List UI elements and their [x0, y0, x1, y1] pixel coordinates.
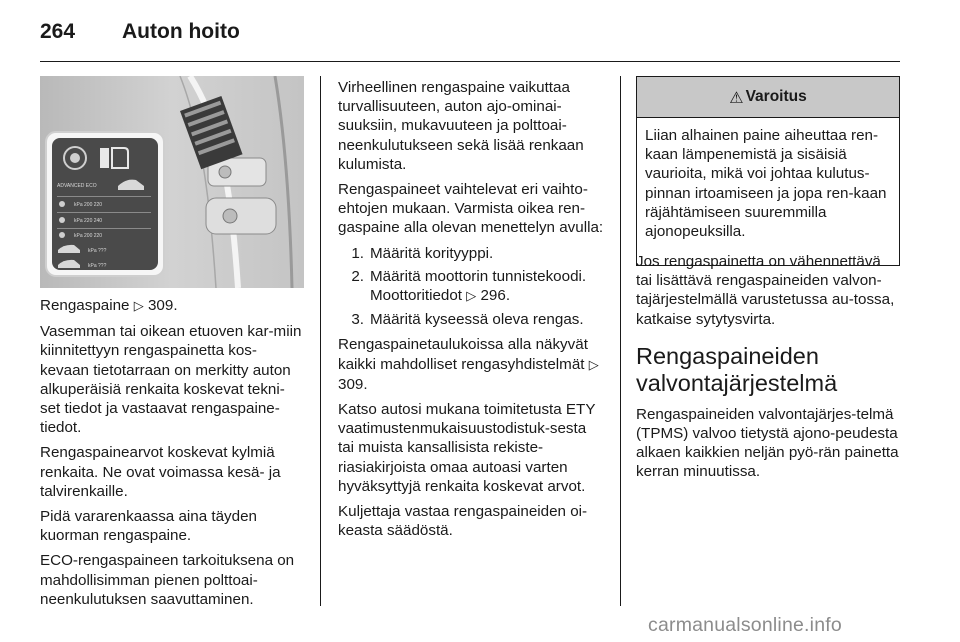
list-item: 1. Määritä korityyppi. [351, 244, 494, 262]
warning-box [636, 76, 900, 266]
page-ref-link[interactable]: 296. [480, 287, 511, 305]
column-divider-2 [620, 76, 621, 606]
triangle-right-icon: ▷ [133, 299, 144, 314]
paragraph: Virheellinen rengaspaine vaikuttaa turvallisuuteen, auton ajo-ominai-suuksiin, mukavuuteen ja polttoai-neenkulutukseen sekä lisää renkaan kulumista. [338, 79, 584, 173]
watermark: carmanualsonline.info [648, 614, 842, 636]
list-item: 2. Määritä moottorin tunnistekoodi. Moottoritiedot ▷ 296. [351, 267, 587, 305]
column-1 [40, 296, 304, 615]
page-number: 264 [40, 20, 76, 43]
label-eco-text: ADVANCED ECO [57, 183, 97, 189]
label-row-5: kPa ??? [88, 263, 107, 269]
tire-pressure-label-figure [40, 76, 304, 288]
paragraph: Rengaspaineet vaihtelevat eri vaihto-ehtojen mukaan. Varmista oikea ren-gaspaine alla olevan menettelyn avulla: [338, 181, 604, 237]
label-row-1: kPa 200 220 [74, 202, 103, 208]
label-row-4: kPa ??? [88, 248, 107, 254]
warning-triangle-icon: ⚠ [729, 87, 744, 107]
header-rule [40, 61, 900, 62]
triangle-right-icon: ▷ [466, 289, 477, 305]
warning-header [637, 77, 899, 118]
triangle-right-icon: ▷ [588, 357, 599, 373]
page-ref-link[interactable]: 309. [147, 297, 178, 314]
column-3 [636, 252, 901, 488]
paragraph: Rengaspainetaulukoissa alla näkyvät kaikki mahdolliset rengasyhdistelmät ▷ 309. [338, 336, 599, 393]
section-heading: Rengaspaineiden valvontajärjestelmä [636, 342, 838, 396]
paragraph: Pidä vararenkaassa aina täyden kuorman rengaspaine. [40, 508, 257, 545]
paragraph: Rengaspaineiden valvontajärjes-telmä (TPMS) valvoo tietystä ajono-peudesta alkaen kaikkien neljän pyö-rän painetta kerran minuutissa. [636, 405, 899, 481]
page-title: Auton hoito [122, 20, 240, 43]
warning-text: Liian alhainen paine aiheuttaa ren-kaan lämpenemistä ja sisäisiä vaurioita, mikä voi johtaa kulutus-pinnan irtoamiseen ja jopa ren-kaan räjähtämiseen suuremmilla ajonopeuksilla. [645, 127, 887, 241]
paragraph: Katso autosi mukana toimitetusta ETY vaatimustenmukaisuustodistuk-sesta tai muista kansallisista rekiste-riasiakirjoista omaa autoasi varten hyväksyttyjä renkaita koskevat arvot. [338, 401, 596, 495]
paragraph: Vasemman tai oikean etuoven kar-miin kiinnitettyyn rengaspainetta kos-kevaan tietotarraan on merkitty auton alkuperäisiä renkaita koskevat tekni-set tiedot ja vastaavat rengaspaine-tiedot. [40, 323, 302, 437]
warning-title: Varoitus [745, 88, 807, 105]
paragraph: Rengaspainearvot koskevat kylmiä renkaita. Ne ovat voimassa kesä- ja talvirenkaille. [40, 444, 281, 500]
column-divider-1 [320, 76, 321, 606]
paragraph: ECO-rengaspaineen tarkoituksena on mahdollisimman pienen polttoai-neenkulutuksen saavuttaminen. [40, 552, 295, 608]
list-item: 3. Määritä kyseessä oleva rengas. [351, 311, 584, 329]
column-2 [338, 78, 604, 546]
procedure-list [338, 244, 604, 330]
label-row-3: kPa 200 220 [74, 233, 103, 239]
paragraph: Jos rengaspainetta on vähennettävä tai lisättävä rengaspaineiden valvon-tajärjestelmällä varustetussa au-tossa, katkaise sytytysvirta. [636, 253, 895, 328]
tire-pressure-ref: Rengaspaine ▷ 309. [40, 297, 178, 314]
page-ref-link[interactable]: 309. [338, 375, 368, 393]
label-row-2: kPa 220 240 [74, 218, 103, 224]
paragraph: Kuljettaja vastaa rengaspaineiden oi-keasta säädöstä. [338, 503, 588, 540]
door-pillar-illustration [40, 76, 304, 288]
